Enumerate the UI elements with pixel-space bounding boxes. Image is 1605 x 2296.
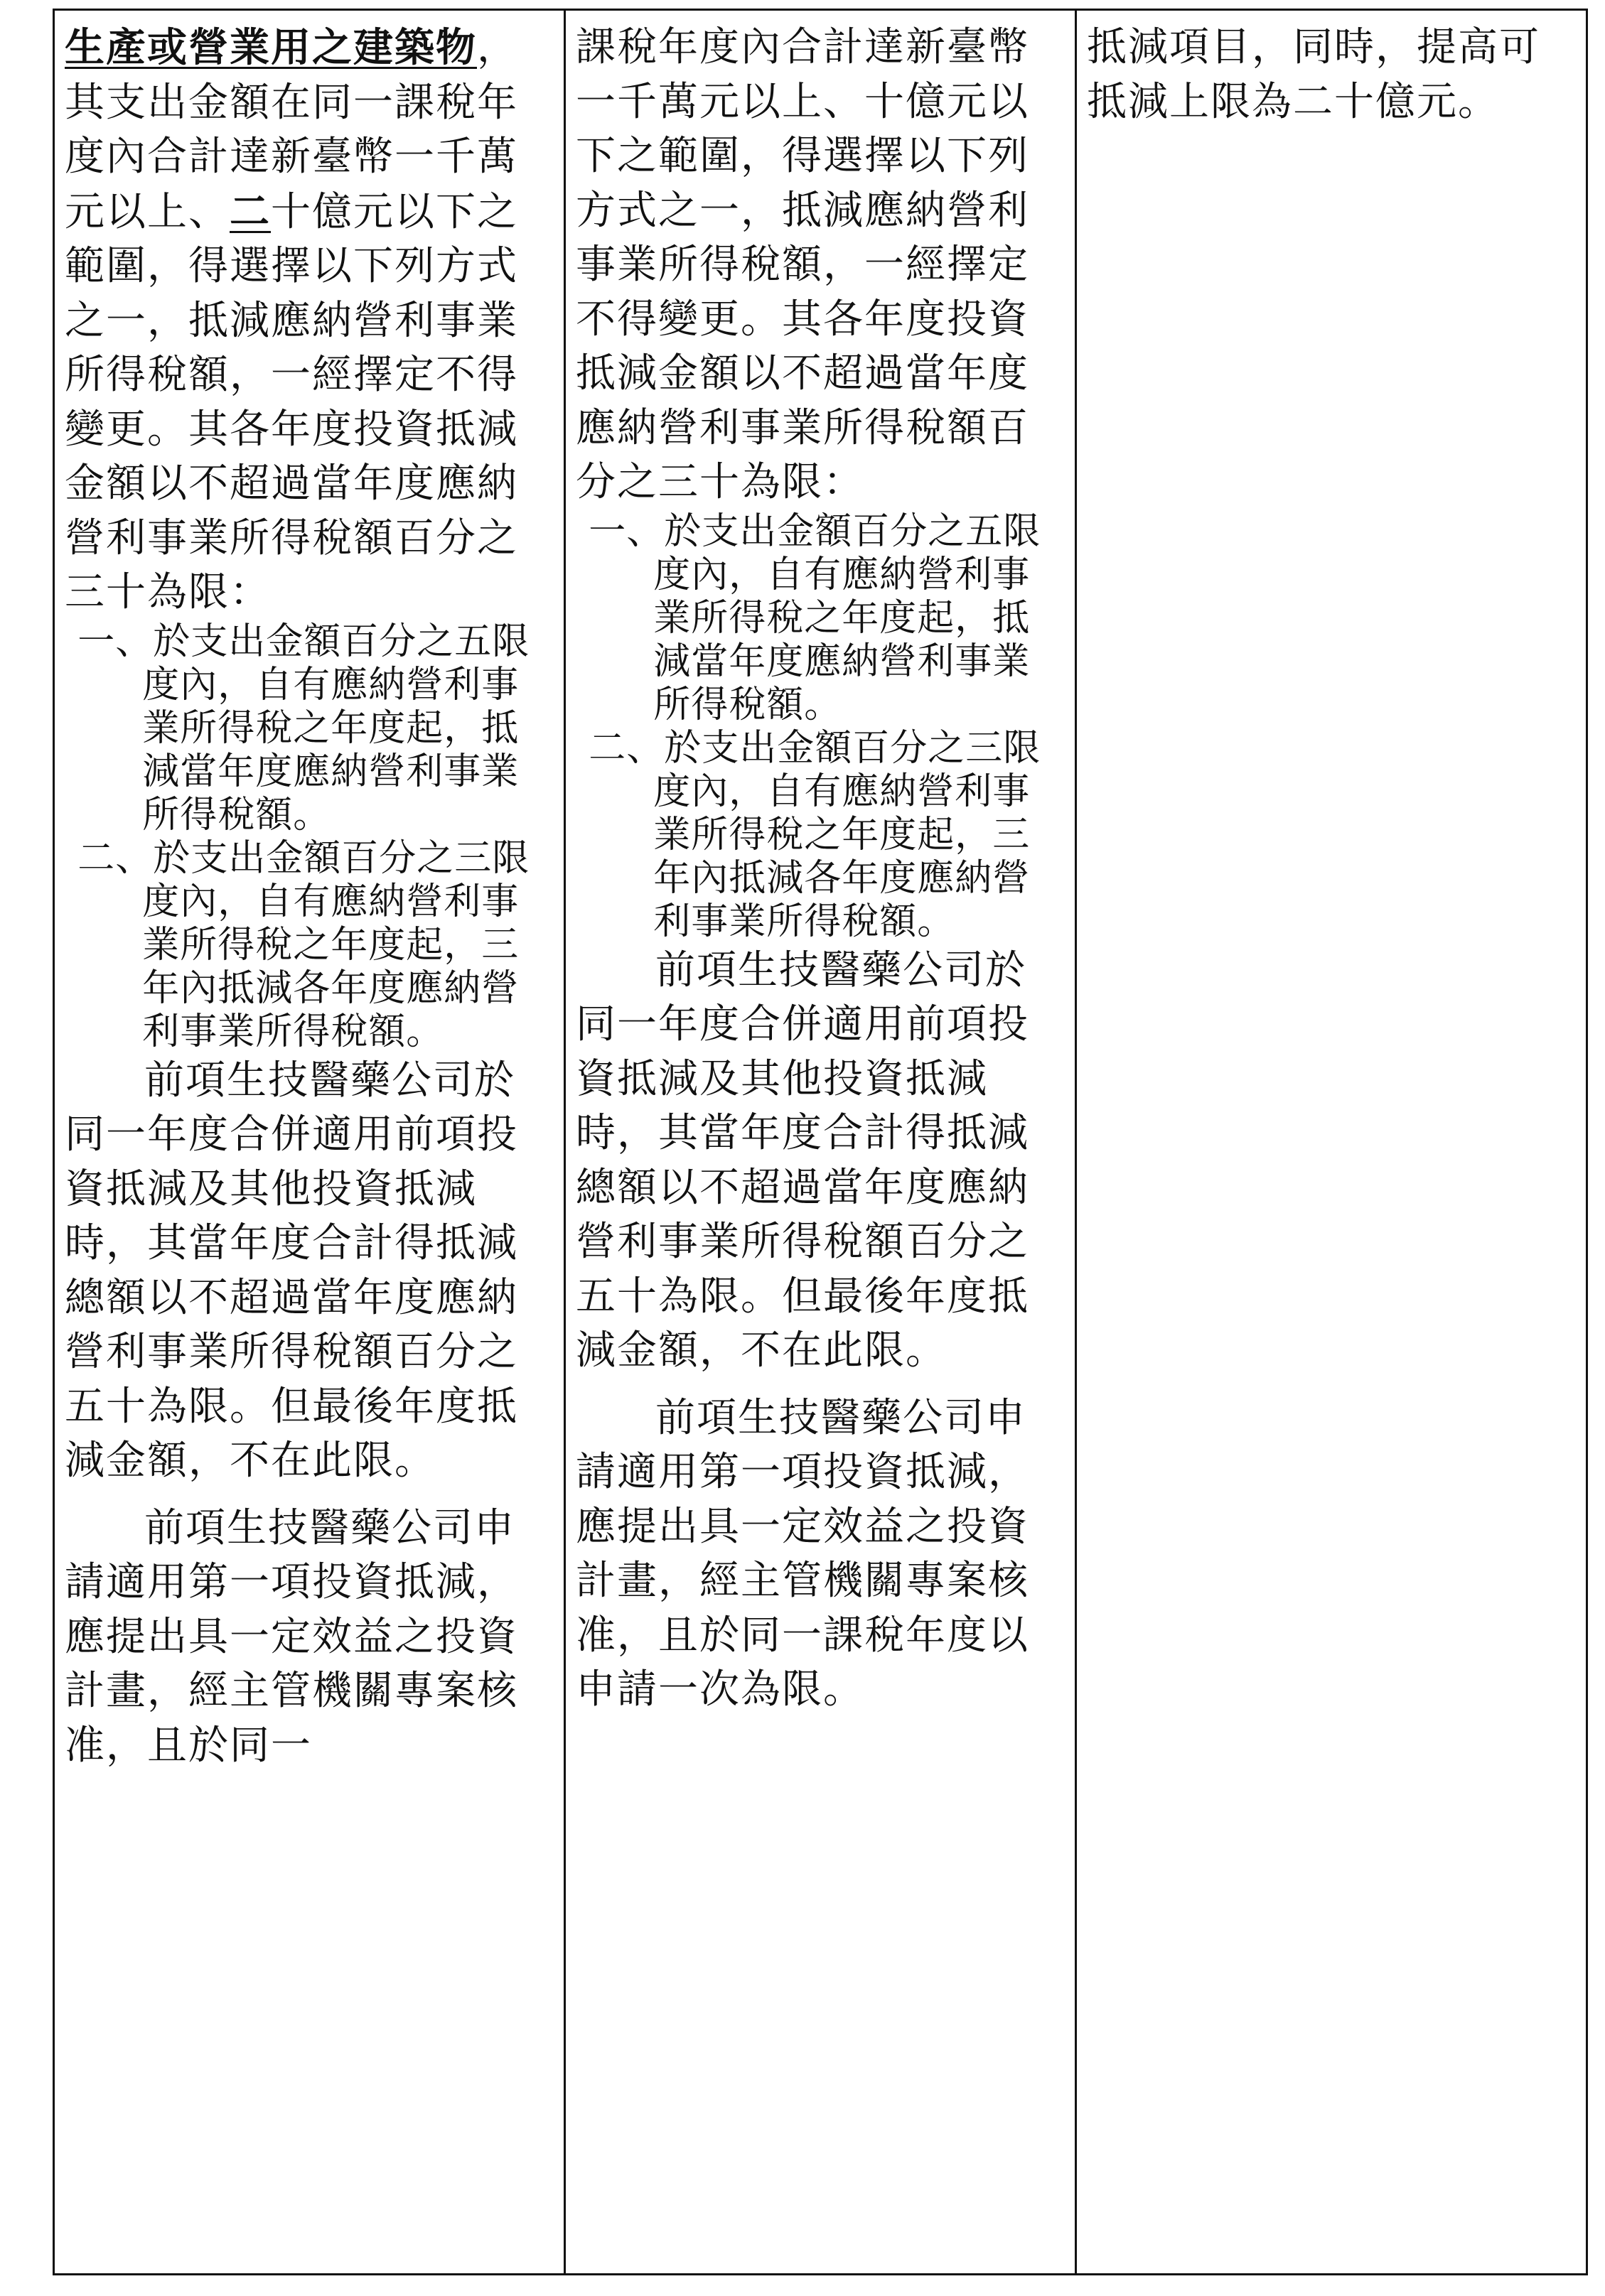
table-row — [54, 10, 1587, 2275]
current-paragraph-3: 前項生技醫藥公司申請適用第一項投資抵減，應提出具一定效益之投資計畫，經主管機關專案核准，且於同一課稅年度以申請一次為限。 — [576, 1394, 1029, 1713]
current-paragraph-2: 前項生技醫藥公司於同一年度合併適用前項投資抵減及其他投資抵減時，其當年度合計得抵減總額以不超過當年度應納營利事業所得稅額百分之五十為限。但最後年度抵減金額，不在此限。 — [576, 947, 1029, 1374]
current-item-2: 二、於支出金額百分之三限度內，自有應納營利事業所得稅之年度起，三年內抵減各年度應納營利事業所得稅額。 — [589, 726, 1041, 943]
current-text-column — [565, 10, 1076, 2275]
amended-paragraph-1 — [65, 21, 555, 620]
amended-paragraph-2: 前項生技醫藥公司於同一年度合併適用前項投資抵減及其他投資抵減時，其當年度合計得抵減總額以不超過當年度應納營利事業所得稅額百分之五十為限。但最後年度抵減金額，不在此限。 — [65, 1057, 518, 1484]
current-item-1: 一、於支出金額百分之五限度內，自有應納營利事業所得稅之年度起，抵減當年度應納營利事業所得稅額。 — [589, 510, 1041, 726]
amended-paragraph-3: 前項生技醫藥公司申請適用第一項投資抵減，應提出具一定效益之投資計畫，經主管機關專案核准，且於同一 — [65, 1504, 518, 1769]
amended-item-2: 二、於支出金額百分之三限度內，自有應納營利事業所得稅之年度起，三年內抵減各年度應納營利事業所得稅額。 — [77, 836, 530, 1053]
amended-text-column — [54, 10, 565, 2275]
explanation-column — [1076, 10, 1587, 2275]
amendment-comparison-table — [53, 9, 1588, 2275]
current-paragraph-1: 課稅年度內合計達新臺幣一千萬元以上、十億元以下之範圍，得選擇以下列方式之一，抵減應納營利事業所得稅額，一經擇定不得變更。其各年度投資抵減金額以不超過當年度應納營利事業所得稅額百分之三十為限： — [576, 24, 1029, 505]
amended-underlined-digit: 二 — [230, 188, 271, 235]
explanation-paragraph: 抵減項目，同時，提高可抵減上限為二十億元。 — [1087, 24, 1540, 125]
amended-item-1: 一、於支出金額百分之五限度內，自有應納營利事業所得稅之年度起，抵減當年度應納營利事業所得稅額。 — [77, 620, 530, 836]
amended-underlined-phrase: 生產或營業用之建築物 — [65, 24, 477, 71]
amended-paragraph-1-text-a: ，其支出金額在同一課稅年度內合計達新臺幣一千萬元以上、 — [65, 25, 518, 235]
amended-paragraph-1-text-b: 十億元以下之範圍，得選擇以下列方式之一，抵減應納營利事業所得稅額，一經擇定不得變更。其各年度投資抵減金額以不超過當年度應納營利事業所得稅額百分之三十為限： — [65, 188, 518, 615]
